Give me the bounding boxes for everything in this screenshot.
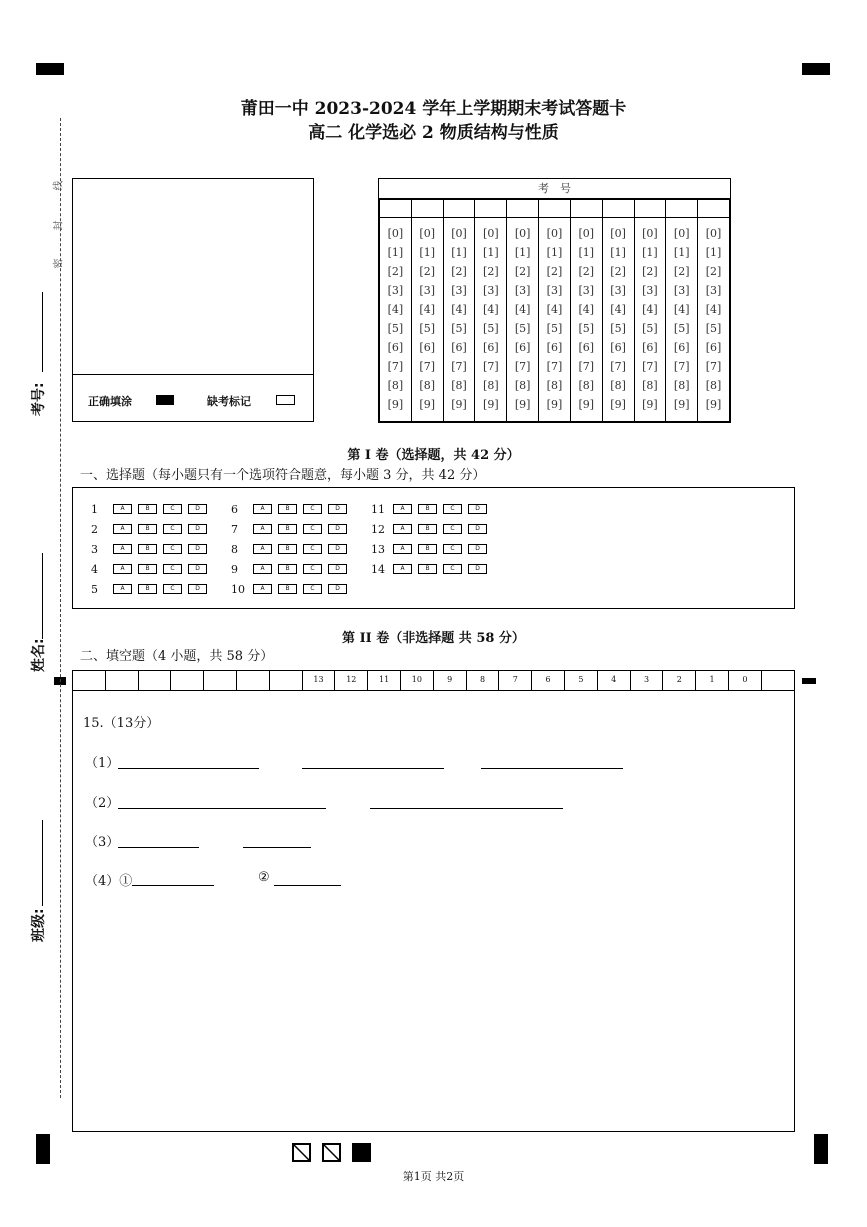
digit-bubble[interactable]: [6] — [514, 341, 531, 354]
digit-bubble[interactable]: [3] — [483, 284, 499, 297]
section2-title: 第 II 卷（非选择题 共 58 分） — [342, 631, 525, 646]
option-bubble-c[interactable]: C — [303, 544, 322, 554]
digit-bubble[interactable]: [4] — [451, 303, 467, 316]
correct-fill-sample — [156, 395, 174, 405]
digit-bubble[interactable]: [2] — [705, 265, 722, 278]
score-cell[interactable]: 2 — [663, 671, 696, 690]
class-line[interactable] — [42, 820, 43, 906]
option-bubble-a[interactable]: A — [253, 524, 272, 534]
option-bubble-d[interactable]: D — [188, 524, 207, 534]
digit-bubble[interactable]: [3] — [387, 284, 404, 297]
digit-bubble[interactable]: [5] — [546, 322, 563, 335]
name-label: 姓名: — [31, 638, 47, 672]
digit-bubble[interactable]: [8] — [546, 379, 563, 392]
option-bubble-b[interactable]: B — [418, 524, 437, 534]
digit-column[interactable] — [507, 218, 539, 422]
score-cell[interactable]: 9 — [434, 671, 467, 690]
option-bubble-c[interactable]: C — [443, 564, 462, 574]
score-cell[interactable]: 3 — [631, 671, 664, 690]
score-cell[interactable]: 6 — [532, 671, 565, 690]
option-bubble-a[interactable]: A — [253, 544, 272, 554]
option-bubble-b[interactable]: B — [138, 584, 157, 594]
option-bubble-a[interactable]: A — [113, 564, 132, 574]
part-4-label: （4）① — [85, 874, 133, 889]
option-bubble-c[interactable]: C — [303, 564, 322, 574]
digit-bubble[interactable]: [6] — [642, 341, 658, 354]
option-bubble-a[interactable]: A — [393, 544, 412, 554]
score-blank-cell — [270, 671, 303, 690]
question-number: 1 — [91, 502, 98, 516]
digit-entry-box[interactable] — [698, 200, 730, 218]
digit-bubble[interactable]: [2] — [387, 265, 404, 278]
exam-number-label: 考号: — [31, 382, 47, 416]
digit-bubble[interactable]: [4] — [387, 303, 404, 316]
digit-bubble[interactable]: [1] — [642, 246, 658, 259]
question-number: 11 — [371, 502, 385, 516]
digit-column[interactable] — [539, 218, 571, 422]
digit-bubble[interactable]: [4] — [705, 303, 722, 316]
question-number: 9 — [231, 562, 238, 576]
score-blank-cell — [204, 671, 237, 690]
score-cell[interactable]: 0 — [729, 671, 762, 690]
option-bubble-b[interactable]: B — [138, 524, 157, 534]
exam-number-grid — [378, 178, 731, 423]
digit-column[interactable] — [443, 218, 475, 422]
part-1-label: （1） — [85, 756, 120, 771]
option-bubble-b[interactable]: B — [138, 564, 157, 574]
option-bubble-c[interactable]: C — [163, 544, 182, 554]
digit-column[interactable] — [698, 218, 730, 422]
digit-bubble[interactable]: [2] — [483, 265, 499, 278]
digit-bubble[interactable]: [3] — [419, 284, 436, 297]
question-number: 12 — [371, 522, 385, 536]
page-code-box-3 — [352, 1143, 371, 1162]
option-bubble-a[interactable]: A — [113, 584, 132, 594]
digit-bubble[interactable]: [5] — [610, 322, 626, 335]
choice-question-row — [231, 582, 353, 596]
digit-bubble[interactable]: [9] — [673, 398, 690, 411]
option-bubble-d[interactable]: D — [468, 564, 487, 574]
option-bubble-c[interactable]: C — [303, 524, 322, 534]
option-bubble-d[interactable]: D — [468, 504, 487, 514]
score-blank-cell — [106, 671, 139, 690]
digit-entry-box[interactable] — [380, 200, 412, 218]
option-bubble-c[interactable]: C — [443, 524, 462, 534]
score-cell[interactable]: 12 — [335, 671, 368, 690]
seal-char-mi: 密 — [53, 258, 65, 269]
digit-bubble[interactable]: [1] — [514, 246, 531, 259]
digit-bubble[interactable]: [0] — [546, 227, 563, 240]
digit-column[interactable] — [634, 218, 666, 422]
digit-bubble[interactable]: [2] — [673, 265, 690, 278]
digit-bubble[interactable]: [7] — [483, 360, 499, 373]
option-bubble-b[interactable]: B — [138, 504, 157, 514]
score-blank-cell — [139, 671, 172, 690]
digit-bubble[interactable]: [3] — [642, 284, 658, 297]
digit-column[interactable] — [570, 218, 602, 422]
digit-bubble[interactable]: [6] — [483, 341, 499, 354]
digit-bubble[interactable]: [8] — [578, 379, 595, 392]
question-number: 2 — [91, 522, 98, 536]
score-cell[interactable]: 11 — [368, 671, 401, 690]
page-number: 第1页 共2页 — [402, 1170, 465, 1183]
digit-bubble[interactable]: [6] — [387, 341, 404, 354]
option-bubble-b[interactable]: B — [278, 584, 297, 594]
registration-mark-bottom-left — [36, 1134, 50, 1164]
part-1-blank-b[interactable] — [302, 768, 444, 769]
digit-bubble[interactable]: [3] — [451, 284, 467, 297]
answer-box-15 — [72, 690, 795, 1132]
digit-bubble[interactable]: [8] — [673, 379, 690, 392]
barcode-sticker-area — [73, 179, 313, 375]
digit-bubble[interactable]: [6] — [673, 341, 690, 354]
page-title: 莆田一中 2023-2024 学年上学期期末考试答题卡 — [240, 99, 627, 119]
page-subtitle: 高二 化学选必 2 物质结构与性质 — [308, 123, 559, 143]
digit-bubble[interactable]: [7] — [387, 360, 404, 373]
section1-title: 第 I 卷（选择题，共 42 分） — [347, 448, 520, 463]
part-4-sub2-label: ② — [258, 870, 270, 885]
digit-bubble[interactable]: [7] — [451, 360, 467, 373]
digit-bubble[interactable]: [7] — [705, 360, 722, 373]
digit-bubble[interactable]: [2] — [514, 265, 531, 278]
digit-bubble[interactable]: [1] — [387, 246, 404, 259]
choice-question-row — [371, 542, 493, 556]
digit-bubble[interactable]: [0] — [673, 227, 690, 240]
score-cell[interactable]: 13 — [303, 671, 336, 690]
digit-bubble[interactable]: [2] — [642, 265, 658, 278]
digit-bubble[interactable]: [1] — [705, 246, 722, 259]
digit-bubble[interactable]: [9] — [546, 398, 563, 411]
question-number: 7 — [231, 522, 238, 536]
digit-bubble[interactable]: [7] — [578, 360, 595, 373]
digit-bubble[interactable]: [6] — [610, 341, 626, 354]
option-bubble-d[interactable]: D — [468, 544, 487, 554]
exam-number-table — [379, 199, 730, 422]
question-number: 6 — [231, 502, 238, 516]
option-bubble-b[interactable]: B — [278, 504, 297, 514]
digit-bubble[interactable]: [7] — [673, 360, 690, 373]
absent-mark-box[interactable] — [276, 395, 295, 405]
option-bubble-b[interactable]: B — [418, 504, 437, 514]
choice-question-row — [91, 502, 213, 516]
score-strip — [72, 670, 795, 691]
digit-bubble[interactable]: [2] — [578, 265, 595, 278]
option-bubble-d[interactable]: D — [188, 564, 207, 574]
question-number: 4 — [91, 562, 98, 576]
option-bubble-d[interactable]: D — [328, 524, 347, 534]
option-bubble-c[interactable]: C — [303, 504, 322, 514]
digit-bubble[interactable]: [5] — [451, 322, 467, 335]
digit-bubble[interactable]: [9] — [483, 398, 499, 411]
digit-bubble[interactable]: [2] — [419, 265, 436, 278]
digit-bubble[interactable]: [9] — [705, 398, 722, 411]
digit-bubble[interactable]: [8] — [419, 379, 436, 392]
choice-question-row — [91, 562, 213, 576]
choice-question-row — [91, 582, 213, 596]
digit-bubble[interactable]: [2] — [610, 265, 626, 278]
digit-bubble[interactable]: [5] — [483, 322, 499, 335]
score-cell[interactable]: 1 — [696, 671, 729, 690]
question-number: 3 — [91, 542, 98, 556]
digit-bubble[interactable]: [7] — [514, 360, 531, 373]
digit-bubble[interactable]: [6] — [451, 341, 467, 354]
digit-column[interactable] — [666, 218, 698, 422]
option-bubble-a[interactable]: A — [253, 564, 272, 574]
question-number: 14 — [371, 562, 385, 576]
registration-mark-top-left — [36, 63, 64, 75]
question-15-title: 15.（13分） — [83, 716, 160, 731]
question-number: 5 — [91, 582, 98, 596]
digit-entry-box[interactable] — [507, 200, 539, 218]
choice-question-row — [231, 502, 353, 516]
option-bubble-b[interactable]: B — [278, 524, 297, 534]
seal-char-feng: 封 — [53, 220, 65, 231]
option-bubble-d[interactable]: D — [328, 584, 347, 594]
digit-bubble[interactable]: [4] — [642, 303, 658, 316]
class-label: 班级: — [31, 908, 47, 942]
digit-bubble[interactable]: [9] — [578, 398, 595, 411]
digit-bubble[interactable]: [3] — [610, 284, 626, 297]
option-bubble-d[interactable]: D — [328, 504, 347, 514]
question-number: 13 — [371, 542, 385, 556]
digit-bubble[interactable]: [3] — [578, 284, 595, 297]
digit-bubble[interactable]: [6] — [546, 341, 563, 354]
digit-bubble[interactable]: [9] — [514, 398, 531, 411]
page-code-box-1 — [292, 1143, 311, 1162]
choice-question-row — [231, 542, 353, 556]
digit-entry-box[interactable] — [602, 200, 634, 218]
score-cell[interactable]: 4 — [598, 671, 631, 690]
option-bubble-d[interactable]: D — [328, 564, 347, 574]
digit-entry-box[interactable] — [666, 200, 698, 218]
digit-bubble[interactable]: [6] — [578, 341, 595, 354]
digit-bubble[interactable]: [8] — [483, 379, 499, 392]
option-bubble-c[interactable]: C — [163, 584, 182, 594]
absent-mark-label: 缺考标记 — [207, 395, 251, 408]
part-3-blank-a[interactable] — [118, 847, 199, 848]
digit-bubble[interactable]: [4] — [578, 303, 595, 316]
option-bubble-c[interactable]: C — [303, 584, 322, 594]
digit-bubble[interactable]: [1] — [673, 246, 690, 259]
choice-question-row — [371, 522, 493, 536]
digit-bubble[interactable]: [7] — [546, 360, 563, 373]
digit-bubble[interactable]: [4] — [419, 303, 436, 316]
registration-mark-mid-right — [802, 678, 816, 684]
digit-column[interactable] — [411, 218, 443, 422]
digit-bubble[interactable]: [4] — [514, 303, 531, 316]
score-blank-cell — [237, 671, 270, 690]
option-bubble-b[interactable]: B — [418, 564, 437, 574]
digit-bubble[interactable]: [4] — [673, 303, 690, 316]
option-bubble-c[interactable]: C — [443, 544, 462, 554]
digit-bubble[interactable]: [0] — [451, 227, 467, 240]
option-bubble-d[interactable]: D — [468, 524, 487, 534]
digit-bubble[interactable]: [1] — [546, 246, 563, 259]
digit-bubble[interactable]: [2] — [451, 265, 467, 278]
choice-question-row — [231, 522, 353, 536]
digit-bubble[interactable]: [0] — [387, 227, 404, 240]
digit-bubble[interactable]: [0] — [514, 227, 531, 240]
digit-bubble[interactable]: [9] — [642, 398, 658, 411]
digit-bubble[interactable]: [3] — [673, 284, 690, 297]
part-2-blank-b[interactable] — [370, 808, 563, 809]
choice-answer-box — [72, 487, 795, 609]
choice-question-row — [91, 542, 213, 556]
option-bubble-b[interactable]: B — [278, 564, 297, 574]
question-number: 8 — [231, 542, 238, 556]
digit-bubble[interactable]: [0] — [705, 227, 722, 240]
digit-bubble[interactable]: [6] — [705, 341, 722, 354]
digit-entry-box[interactable] — [539, 200, 571, 218]
choice-question-row — [91, 522, 213, 536]
digit-bubble[interactable]: [5] — [514, 322, 531, 335]
digit-bubble[interactable]: [4] — [483, 303, 499, 316]
option-bubble-a[interactable]: A — [113, 524, 132, 534]
digit-bubble[interactable]: [0] — [610, 227, 626, 240]
digit-bubble[interactable]: [1] — [610, 246, 626, 259]
digit-bubble[interactable]: [3] — [514, 284, 531, 297]
digit-bubble[interactable]: [0] — [642, 227, 658, 240]
digit-bubble[interactable]: [1] — [578, 246, 595, 259]
digit-bubble[interactable]: [5] — [673, 322, 690, 335]
digit-bubble[interactable]: [1] — [483, 246, 499, 259]
digit-bubble[interactable]: [7] — [610, 360, 626, 373]
digit-entry-box[interactable] — [570, 200, 602, 218]
digit-bubble[interactable]: [7] — [642, 360, 658, 373]
option-bubble-a[interactable]: A — [253, 504, 272, 514]
option-bubble-d[interactable]: D — [188, 584, 207, 594]
part-4-blank-b[interactable] — [274, 885, 341, 886]
digit-bubble[interactable]: [9] — [419, 398, 436, 411]
digit-bubble[interactable]: [8] — [387, 379, 404, 392]
digit-bubble[interactable]: [0] — [483, 227, 499, 240]
digit-entry-box[interactable] — [634, 200, 666, 218]
option-bubble-b[interactable]: B — [138, 544, 157, 554]
digit-bubble[interactable]: [9] — [451, 398, 467, 411]
digit-bubble[interactable]: [0] — [578, 227, 595, 240]
digit-bubble[interactable]: [4] — [546, 303, 563, 316]
section2-instructions: 二、填空题（4 小题，共 58 分） — [80, 649, 274, 664]
score-cell[interactable]: 7 — [499, 671, 532, 690]
option-bubble-c[interactable]: C — [163, 524, 182, 534]
digit-entry-box[interactable] — [443, 200, 475, 218]
option-bubble-b[interactable]: B — [418, 544, 437, 554]
digit-bubble[interactable]: [8] — [642, 379, 658, 392]
option-bubble-a[interactable]: A — [113, 504, 132, 514]
option-bubble-b[interactable]: B — [278, 544, 297, 554]
part-2-blank-a[interactable] — [118, 808, 326, 809]
digit-bubble[interactable]: [3] — [705, 284, 722, 297]
option-bubble-a[interactable]: A — [393, 564, 412, 574]
part-1-blank-c[interactable] — [481, 768, 623, 769]
digit-bubble[interactable]: [8] — [610, 379, 626, 392]
exam-number-columns — [379, 199, 730, 422]
option-bubble-d[interactable]: D — [188, 544, 207, 554]
question-number: 10 — [231, 582, 245, 596]
exam-number-header: 考 号 — [379, 179, 730, 199]
choice-question-row — [371, 562, 493, 576]
option-bubble-d[interactable]: D — [188, 504, 207, 514]
digit-entry-box[interactable] — [411, 200, 443, 218]
option-bubble-c[interactable]: C — [163, 504, 182, 514]
digit-bubble[interactable]: [3] — [546, 284, 563, 297]
part-3-label: （3） — [85, 835, 120, 850]
digit-bubble[interactable]: [1] — [419, 246, 436, 259]
score-blank-cell — [171, 671, 204, 690]
correct-fill-label: 正确填涂 — [88, 395, 132, 408]
digit-bubble[interactable]: [5] — [419, 322, 436, 335]
exam-number-line[interactable] — [42, 292, 43, 372]
part-3-blank-b[interactable] — [243, 847, 311, 848]
digit-column[interactable] — [380, 218, 412, 422]
option-bubble-a[interactable]: A — [393, 504, 412, 514]
registration-mark-top-right — [802, 63, 830, 75]
page-code-box-2 — [322, 1143, 341, 1162]
digit-bubble[interactable]: [9] — [387, 398, 404, 411]
digit-bubble[interactable]: [8] — [514, 379, 531, 392]
score-cell[interactable]: 10 — [401, 671, 434, 690]
digit-bubble[interactable]: [4] — [610, 303, 626, 316]
digit-bubble[interactable]: [6] — [419, 341, 436, 354]
option-bubble-a[interactable]: A — [393, 524, 412, 534]
digit-bubble[interactable]: [1] — [451, 246, 467, 259]
score-blank-cell — [73, 671, 106, 690]
digit-bubble[interactable]: [8] — [451, 379, 467, 392]
registration-mark-bottom-right — [814, 1134, 828, 1164]
digit-bubble[interactable]: [5] — [705, 322, 722, 335]
digit-entry-box[interactable] — [475, 200, 507, 218]
option-bubble-d[interactable]: D — [328, 544, 347, 554]
section1-instructions: 一、选择题（每小题只有一个选项符合题意，每小题 3 分，共 42 分） — [80, 468, 486, 483]
option-bubble-a[interactable]: A — [113, 544, 132, 554]
score-cell[interactable]: 5 — [565, 671, 598, 690]
digit-bubble[interactable]: [7] — [419, 360, 436, 373]
digit-bubble[interactable]: [2] — [546, 265, 563, 278]
digit-bubble[interactable]: [8] — [705, 379, 722, 392]
score-cell[interactable]: 8 — [467, 671, 500, 690]
digit-bubble[interactable]: [9] — [610, 398, 626, 411]
option-bubble-a[interactable]: A — [253, 584, 272, 594]
part-2-label: （2） — [85, 796, 120, 811]
digit-bubble[interactable]: [0] — [419, 227, 436, 240]
digit-bubble[interactable]: [5] — [578, 322, 595, 335]
digit-column[interactable] — [475, 218, 507, 422]
part-4-blank-a[interactable] — [132, 885, 214, 886]
digit-bubble[interactable]: [5] — [642, 322, 658, 335]
choice-question-row — [231, 562, 353, 576]
option-bubble-c[interactable]: C — [163, 564, 182, 574]
part-1-blank-a[interactable] — [118, 768, 259, 769]
choice-question-row — [371, 502, 493, 516]
seal-char-xian: 线 — [53, 180, 65, 191]
option-bubble-c[interactable]: C — [443, 504, 462, 514]
digit-bubble[interactable]: [5] — [387, 322, 404, 335]
digit-column[interactable] — [602, 218, 634, 422]
barcode-panel — [72, 178, 314, 422]
